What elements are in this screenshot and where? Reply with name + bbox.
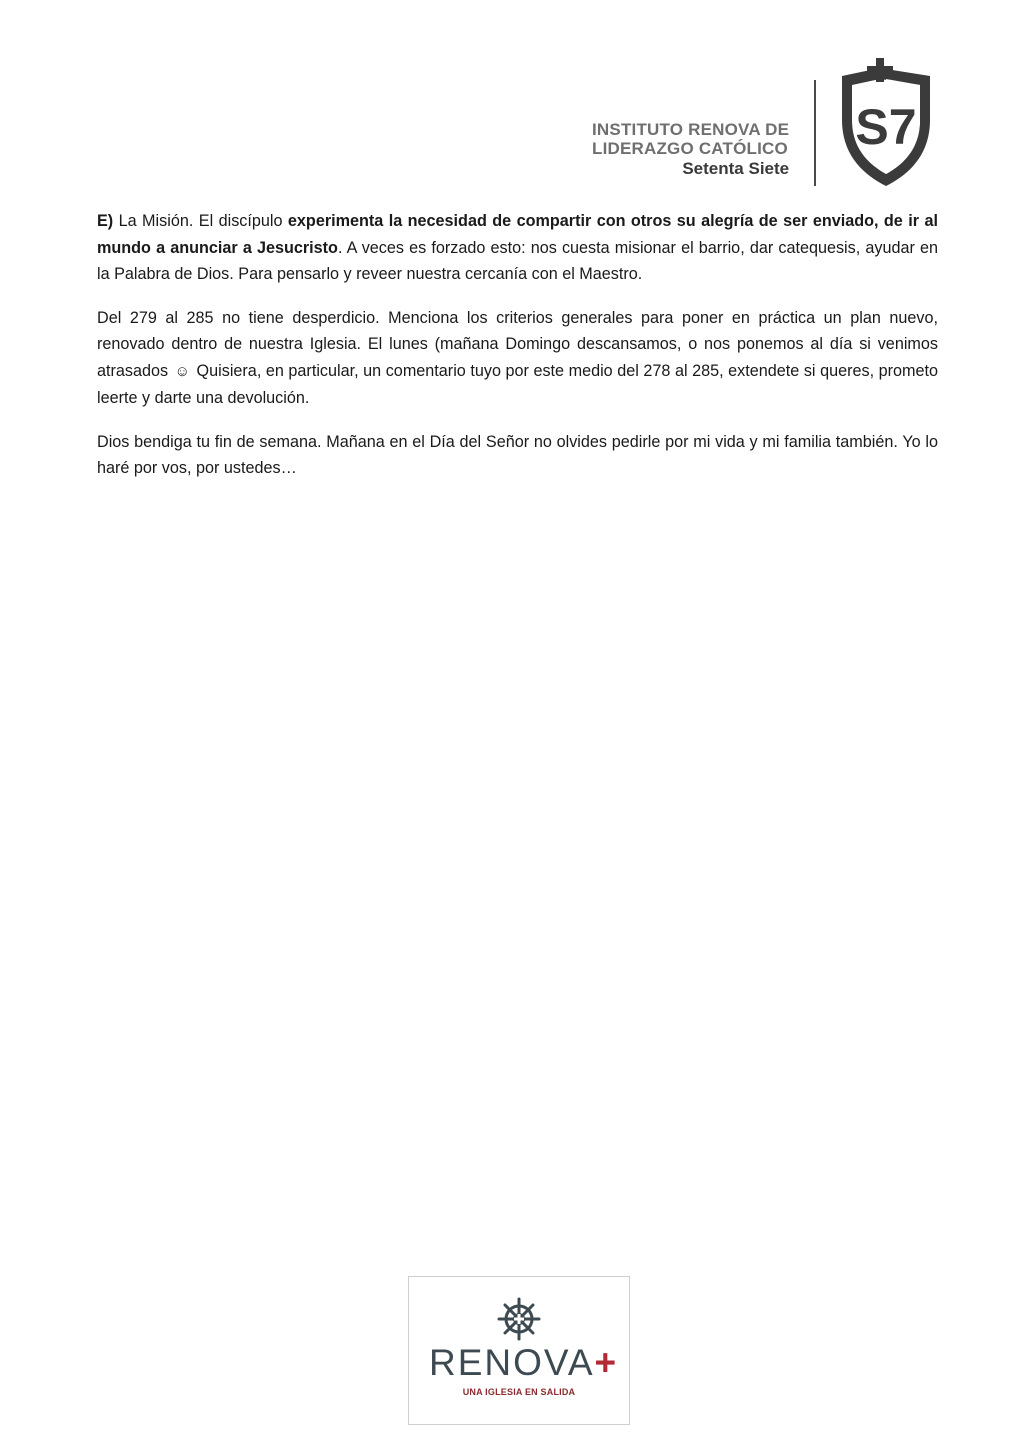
paragraph-criteria-text-2: Quisiera, en particular, un comentario tuyo por este medio del 278 al 285, extendete si queres, prometo leerte y darte una devolución. [97, 361, 939, 407]
smiley-icon: ☺ [174, 362, 190, 380]
paragraph-criteria-text-1: Del 279 al 285 no tiene desperdicio. Menciona los criterios generales para poner en práctica un plan nuevo, renovado dentro de nuestra Iglesia. El lunes (mañana Domingo descansamos, o nos ponemos al día si venimos atrasados [97, 308, 938, 380]
shield-text: S7 [855, 99, 917, 155]
footer-brand-name: RENOVA [429, 1342, 595, 1383]
footer-brand [429, 1343, 618, 1383]
paragraph-mission-text-2: . A veces es forzado esto: nos cuesta misionar el barrio, dar catequesis, ayudar en la Palabra de Dios. Para pensarlo y reveer nuestra cercanía con el Maestro. [97, 238, 938, 283]
paragraph-criteria [97, 305, 938, 412]
org-name-line-3: Setenta Siete [682, 159, 790, 178]
footer-logo [408, 1276, 630, 1425]
paragraph-mission-emphasis: experimenta la necesidad de compartir con otros su alegría de ser enviado, de ir al mundo a anunciar a Jesucristo [97, 212, 938, 257]
org-name-line-1: INSTITUTO RENOVA DE [592, 120, 790, 139]
footer-brand-plus: + [594, 1342, 619, 1383]
document-body [97, 208, 938, 499]
ship-wheel-cross-icon [497, 1297, 541, 1341]
footer-tagline: UNA IGLESIA EN SALIDA [462, 1387, 576, 1397]
paragraph-blessing [97, 429, 938, 482]
header-org-name [592, 120, 789, 178]
section-label: E) [97, 212, 114, 230]
shield-s7-cross-icon [832, 58, 940, 190]
paragraph-blessing-text: Dios bendiga tu fin de semana. Mañana en el Día del Señor no olvides pedirle por mi vida y mi familia también. Yo lo haré por vos, por ustedes… [97, 432, 938, 477]
paragraph-mission [97, 208, 938, 288]
header-logo [592, 58, 942, 192]
org-name-line-2: LIDERAZGO CATÓLICO [592, 139, 788, 158]
paragraph-mission-text-1: La Misión. El discípulo [113, 212, 288, 230]
header-divider [814, 80, 816, 186]
